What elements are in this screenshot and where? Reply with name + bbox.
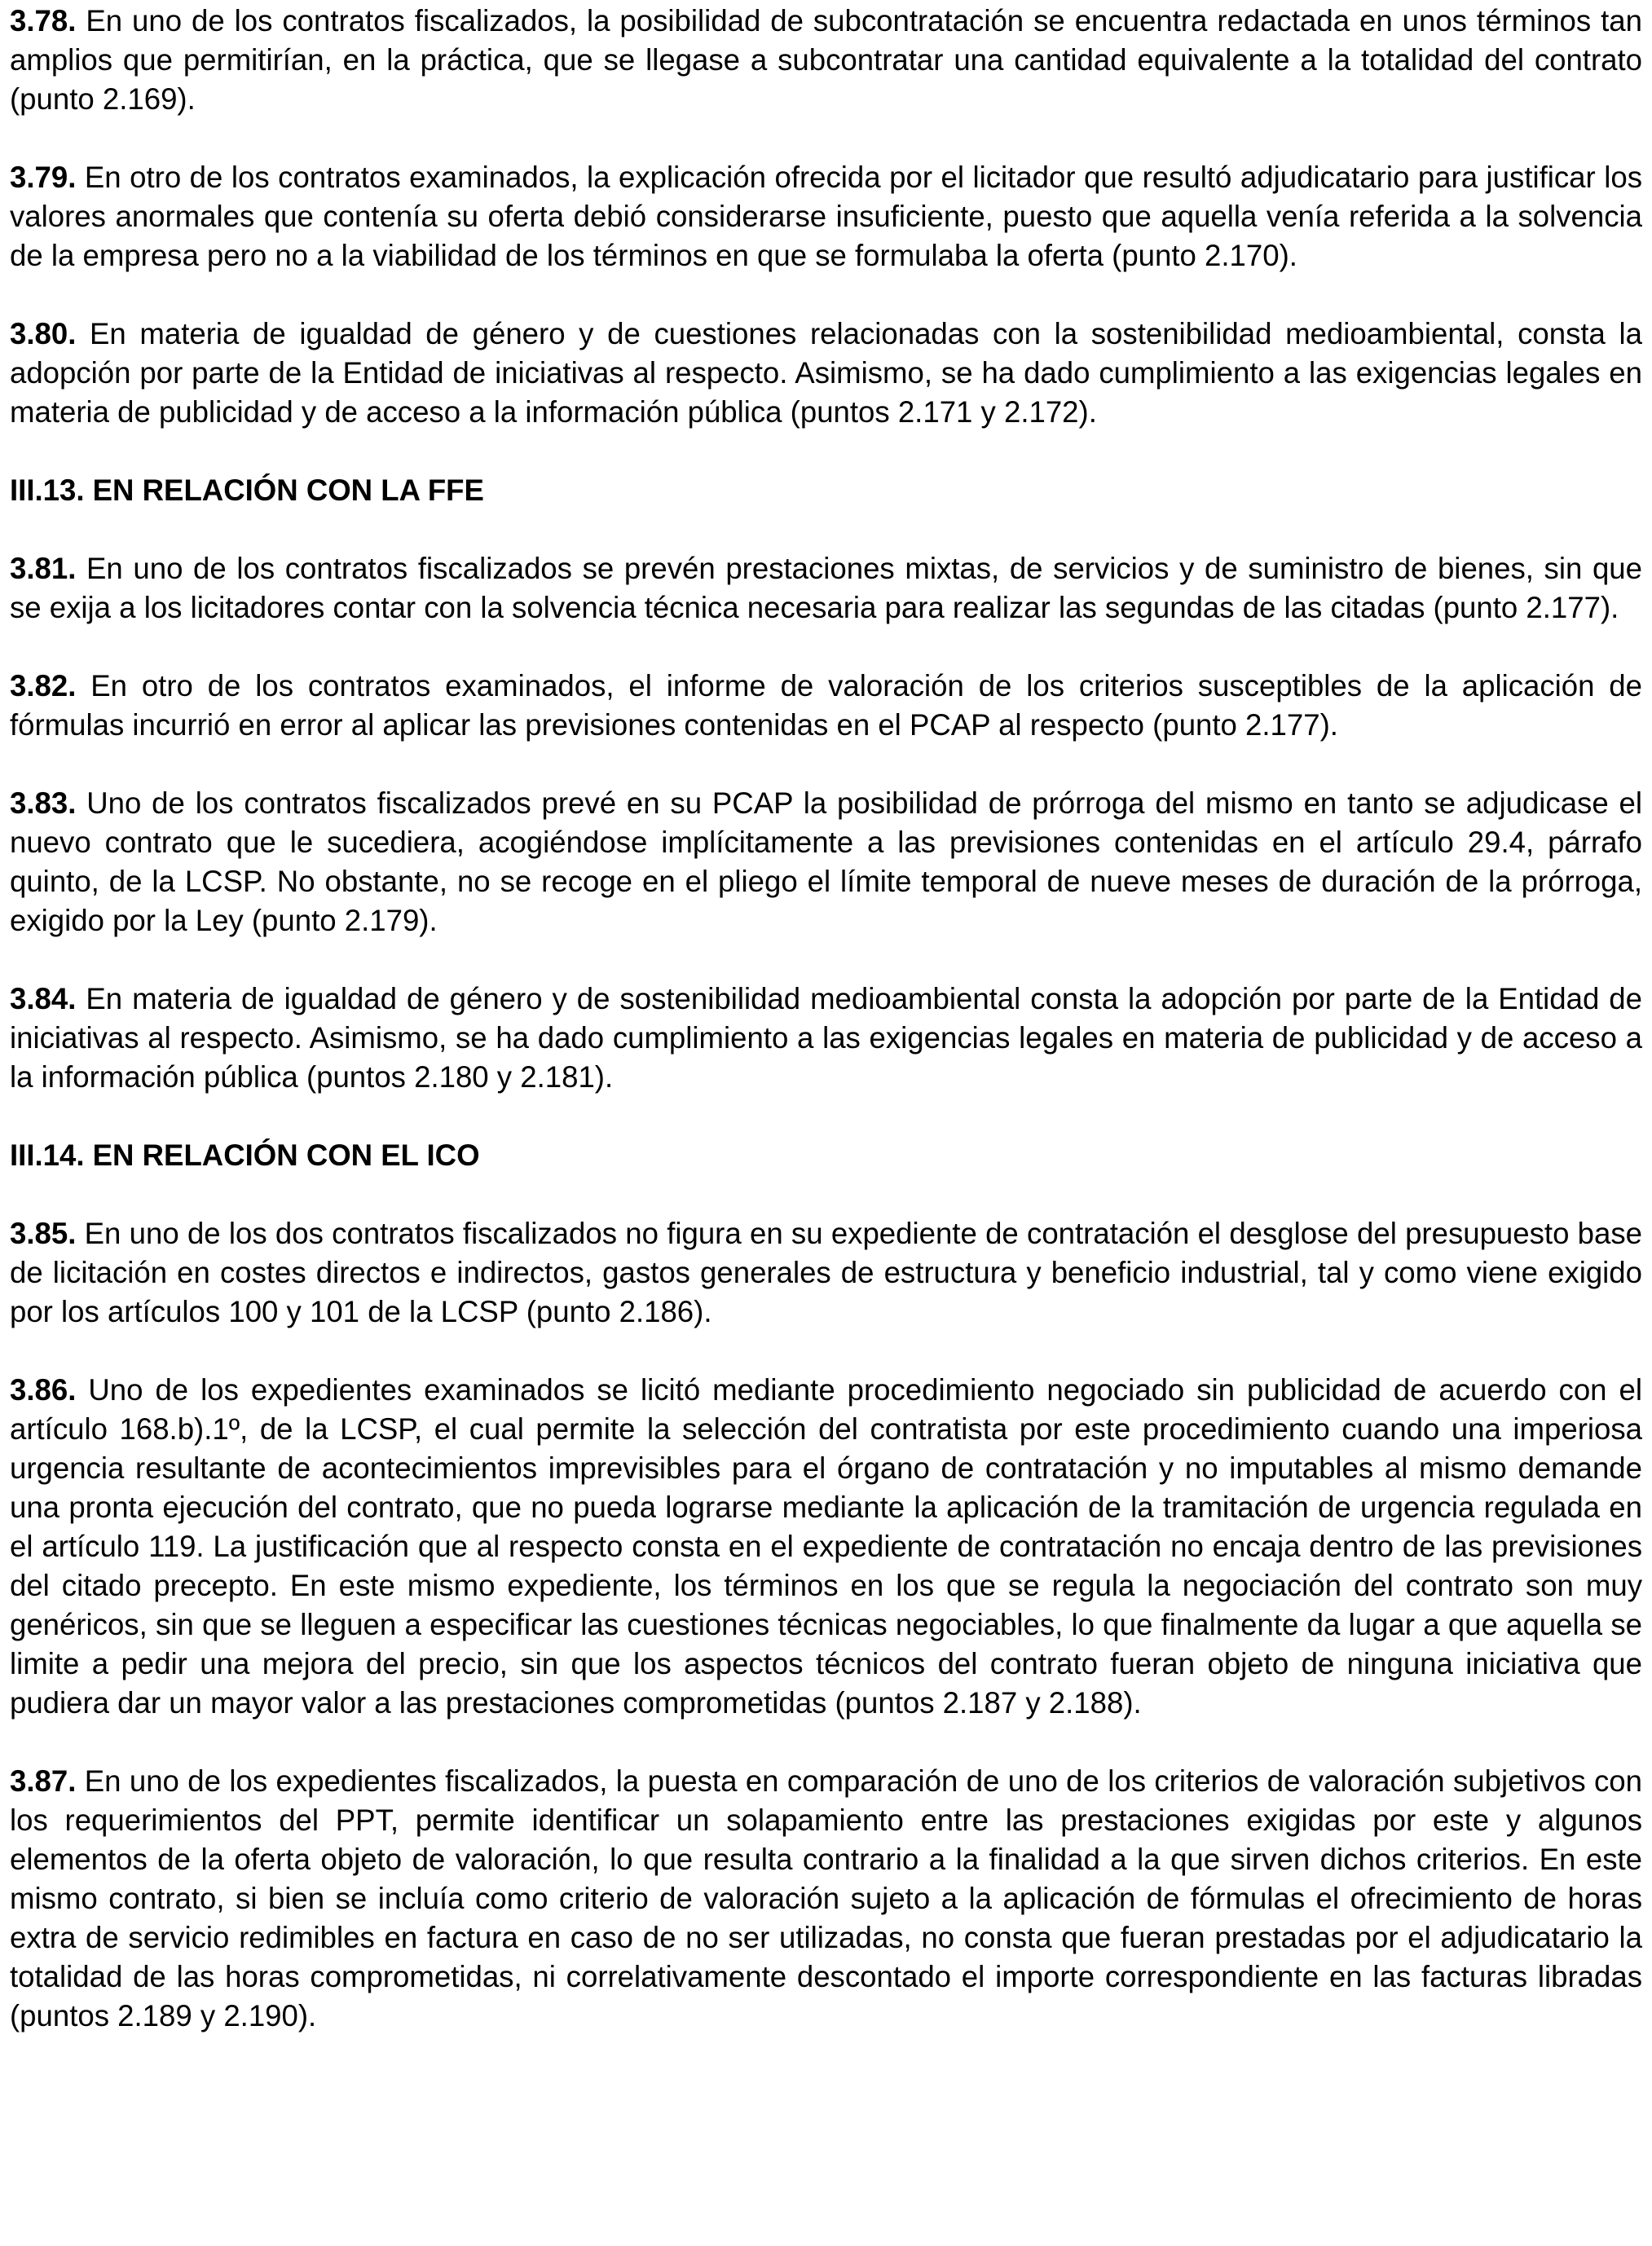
paragraph-number: 3.81.	[10, 552, 77, 585]
paragraph-text: En uno de los expedientes fiscalizados, la puesta en comparación de uno de los criterios de valoración subjetivos con los requerimientos del PPT, permite identificar un solapamiento entre las prestaciones exigidas por este y algunos elementos de la oferta objeto de valoración, lo que resulta contrario a la finalidad a la que sirven dichos criterios. En este mismo contrato, si bien se incluía como criterio de valoración sujeto a la aplicación de fórmulas el ofrecimiento de horas extra de servicio redimibles en factura en caso de no ser utilizadas, no consta que fueran prestadas por el adjudicatario la totalidad de las horas comprometidas, ni correlativamente descontado el importe correspondiente en las facturas libradas (puntos 2.189 y 2.190).	[10, 1764, 1642, 2032]
paragraph-3-83	[10, 784, 1642, 940]
paragraph-number: 3.82.	[10, 669, 77, 702]
paragraph-text: En uno de los contratos fiscalizados se prevén prestaciones mixtas, de servicios y de suministro de bienes, sin que se exija a los licitadores contar con la solvencia técnica necesaria para realizar las segundas de las citadas (punto 2.177).	[10, 552, 1642, 624]
section-heading-ffe: III.13. EN RELACIÓN CON LA FFE	[10, 473, 484, 507]
paragraph-text: En materia de igualdad de género y de cuestiones relacionadas con la sostenibilidad medioambiental, consta la adopción por parte de la Entidad de iniciativas al respecto. Asimismo, se ha dado cumplimiento a las exigencias legales en materia de publicidad y de acceso a la información pública (puntos 2.171 y 2.172).	[10, 317, 1642, 429]
paragraph-3-79	[10, 158, 1642, 275]
paragraph-number: 3.84.	[10, 982, 77, 1015]
paragraph-number: 3.80.	[10, 317, 77, 350]
paragraph-3-82	[10, 667, 1642, 745]
paragraph-text: Uno de los contratos fiscalizados prevé en su PCAP la posibilidad de prórroga del mismo en tanto se adjudicase el nuevo contrato que le sucediera, acogiéndose implícitamente a las previsiones contenidas en el artículo 29.4, párrafo quinto, de la LCSP. No obstante, no se recoge en el pliego el límite temporal de nueve meses de duración de la prórroga, exigido por la Ley (punto 2.179).	[10, 786, 1642, 937]
paragraph-3-80	[10, 315, 1642, 432]
paragraph-text: En otro de los contratos examinados, la explicación ofrecida por el licitador que resultó adjudicatario para justificar los valores anormales que contenía su oferta debió considerarse insuficiente, puesto que aquella venía referida a la solvencia de la empresa pero no a la viabilidad de los términos en que se formulaba la oferta (punto 2.170).	[10, 161, 1642, 272]
paragraph-number: 3.87.	[10, 1764, 77, 1798]
paragraph-3-81	[10, 549, 1642, 628]
section-heading-ico: III.14. EN RELACIÓN CON EL ICO	[10, 1138, 480, 1172]
paragraph-text: En uno de los dos contratos fiscalizados no figura en su expediente de contratación el desglose del presupuesto base de licitación en costes directos e indirectos, gastos generales de estructura y beneficio industrial, tal y como viene exigido por los artículos 100 y 101 de la LCSP (punto 2.186).	[10, 1217, 1643, 1328]
paragraph-text: En otro de los contratos examinados, el informe de valoración de los criterios susceptibles de la aplicación de fórmulas incurrió en error al aplicar las previsiones contenidas en el PCAP al respecto (punto 2.177).	[10, 669, 1642, 742]
paragraph-text: En materia de igualdad de género y de sostenibilidad medioambiental consta la adopción por parte de la Entidad de iniciativas al respecto. Asimismo, se ha dado cumplimiento a las exigencias legales en materia de publicidad y de acceso a la información pública (puntos 2.180 y 2.181).	[10, 982, 1642, 1094]
paragraph-text: Uno de los expedientes examinados se licitó mediante procedimiento negociado sin publicidad de acuerdo con el artículo 168.b).1º, de la LCSP, el cual permite la selección del contratista por este procedimiento cuando una imperiosa urgencia resultante de acontecimientos imprevisibles para el órgano de contratación y no imputables al mismo demande una pronta ejecución del contrato, que no pueda lograrse mediante la aplicación de la tramitación de urgencia regulada en el artículo 119. La justificación que al respecto consta en el expediente de contratación no encaja dentro de las previsiones del citado precepto. En este mismo expediente, los términos en los que se regula la negociación del contrato son muy genéricos, sin que se lleguen a especificar las cuestiones técnicas negociables, lo que finalmente da lugar a que aquella se limite a pedir una mejora del precio, sin que los aspectos técnicos del contrato fueran objeto de ninguna iniciativa que pudiera dar un mayor valor a las prestaciones comprometidas (puntos 2.187 y 2.188).	[10, 1373, 1642, 1720]
paragraph-3-86	[10, 1371, 1642, 1723]
paragraph-3-87	[10, 1762, 1642, 2036]
paragraph-text: En uno de los contratos fiscalizados, la posibilidad de subcontratación se encuentra redactada en unos términos tan amplios que permitirían, en la práctica, que se llegase a subcontratar una cantidad equivalente a la totalidad del contrato (punto 2.169).	[10, 4, 1642, 116]
document-page	[10, 2, 1642, 2036]
paragraph-number: 3.78.	[10, 4, 77, 37]
paragraph-number: 3.85.	[10, 1217, 77, 1250]
paragraph-3-85	[10, 1214, 1642, 1332]
paragraph-number: 3.79.	[10, 161, 77, 194]
paragraph-3-78	[10, 2, 1642, 119]
paragraph-3-84	[10, 980, 1642, 1097]
paragraph-number: 3.86.	[10, 1373, 77, 1407]
paragraph-number: 3.83.	[10, 786, 77, 820]
